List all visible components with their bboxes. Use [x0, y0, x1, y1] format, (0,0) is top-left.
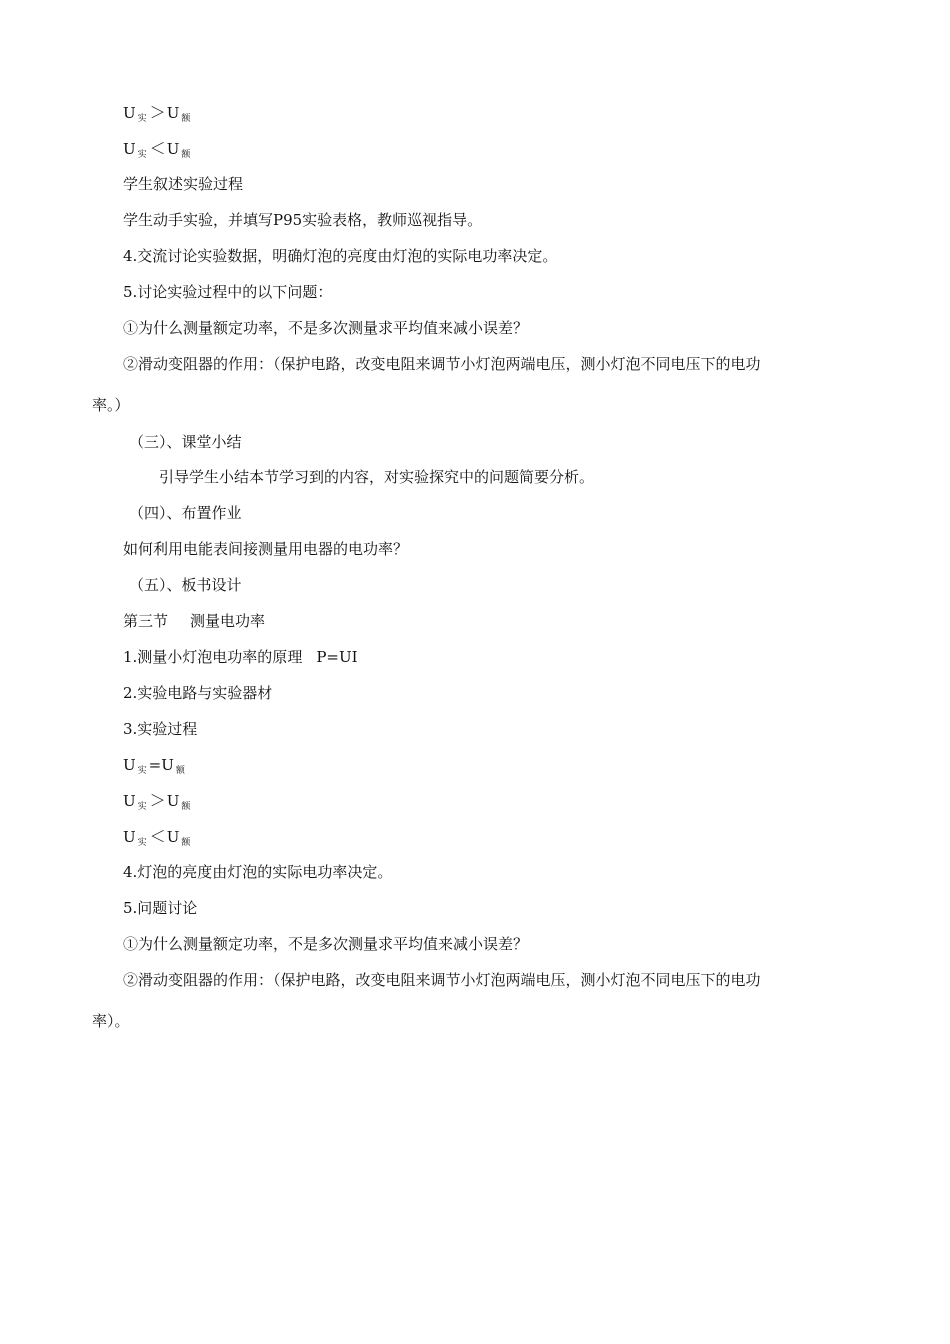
- subscript-actual: 实: [137, 114, 147, 124]
- subscript-actual: 实: [137, 802, 147, 812]
- question-item: ②滑动变阻器的作用：（保护电路，改变电阻来调节小灯泡两端电压，测小灯泡不同电压下的电功: [123, 971, 761, 989]
- subscript-actual: 实: [137, 838, 147, 848]
- formula-u-actual-lt-rated: [123, 827, 192, 850]
- symbol-u: U: [166, 140, 180, 158]
- board-item: 5.问题讨论: [123, 899, 198, 917]
- board-section: 第三节: [123, 612, 169, 630]
- operator: =: [148, 756, 162, 774]
- board-item: 2.实验电路与实验器材: [123, 684, 273, 702]
- paragraph: 学生叙述实验过程: [123, 175, 244, 193]
- subscript-rated: 额: [181, 802, 191, 812]
- paragraph-continuation: 率。）: [92, 396, 130, 414]
- formula-u-actual-gt-rated: [123, 103, 192, 126]
- subscript-rated: 额: [181, 150, 191, 160]
- formula-u-actual-gt-rated: [123, 791, 192, 814]
- paragraph: 学生动手实验，并填写P95实验表格，教师巡视指导。: [123, 211, 483, 229]
- symbol-u: U: [161, 756, 174, 774]
- symbol-u: U: [123, 828, 136, 846]
- subscript-rated: 额: [175, 766, 185, 776]
- symbol-u: U: [123, 104, 136, 122]
- symbol-u: U: [166, 828, 180, 846]
- section-heading: （四）、布置作业: [129, 504, 242, 522]
- subscript-actual: 实: [137, 766, 147, 776]
- subscript-actual: 实: [137, 150, 147, 160]
- formula-u-actual-eq-rated: [123, 755, 187, 778]
- section-heading: （五）、板书设计: [129, 576, 242, 594]
- question-item: ①为什么测量额定功率，不是多次测量求平均值来减小误差？: [123, 935, 529, 953]
- paragraph-continuation: 率）。: [92, 1012, 130, 1030]
- operator: ＜: [149, 139, 166, 158]
- board-item: 3.实验过程: [123, 720, 198, 738]
- paragraph: 4.交流讨论实验数据，明确灯泡的亮度由灯泡的实际电功率决定。: [123, 247, 558, 265]
- operator: ＞: [149, 791, 166, 810]
- symbol-u: U: [166, 792, 180, 810]
- paragraph: 引导学生小结本节学习到的内容，对实验探究中的问题简要分析。: [159, 468, 595, 486]
- operator: ＜: [149, 827, 166, 846]
- subscript-rated: 额: [181, 114, 191, 124]
- board-item-text: 1.测量小灯泡电功率的原理: [123, 648, 303, 666]
- board-title: [123, 611, 265, 631]
- subscript-rated: 额: [181, 838, 191, 848]
- symbol-u: U: [166, 104, 180, 122]
- paragraph: 5.讨论实验过程中的以下问题：: [123, 283, 333, 301]
- board-topic: 测量电功率: [190, 612, 266, 630]
- symbol-u: U: [123, 792, 136, 810]
- section-heading: （三）、课堂小结: [129, 433, 242, 451]
- paragraph: 如何利用电能表间接测量用电器的电功率？: [123, 540, 409, 558]
- board-item: 4.灯泡的亮度由灯泡的实际电功率决定。: [123, 863, 393, 881]
- question-item: ①为什么测量额定功率，不是多次测量求平均值来减小误差？: [123, 319, 529, 337]
- board-formula: P=UI: [316, 648, 358, 666]
- formula-u-actual-lt-rated: [123, 139, 192, 162]
- symbol-u: U: [123, 140, 136, 158]
- board-item: [123, 647, 358, 667]
- operator: ＞: [149, 103, 166, 122]
- symbol-u: U: [123, 756, 136, 774]
- question-item: ②滑动变阻器的作用：（保护电路，改变电阻来调节小灯泡两端电压，测小灯泡不同电压下的电功: [123, 355, 761, 373]
